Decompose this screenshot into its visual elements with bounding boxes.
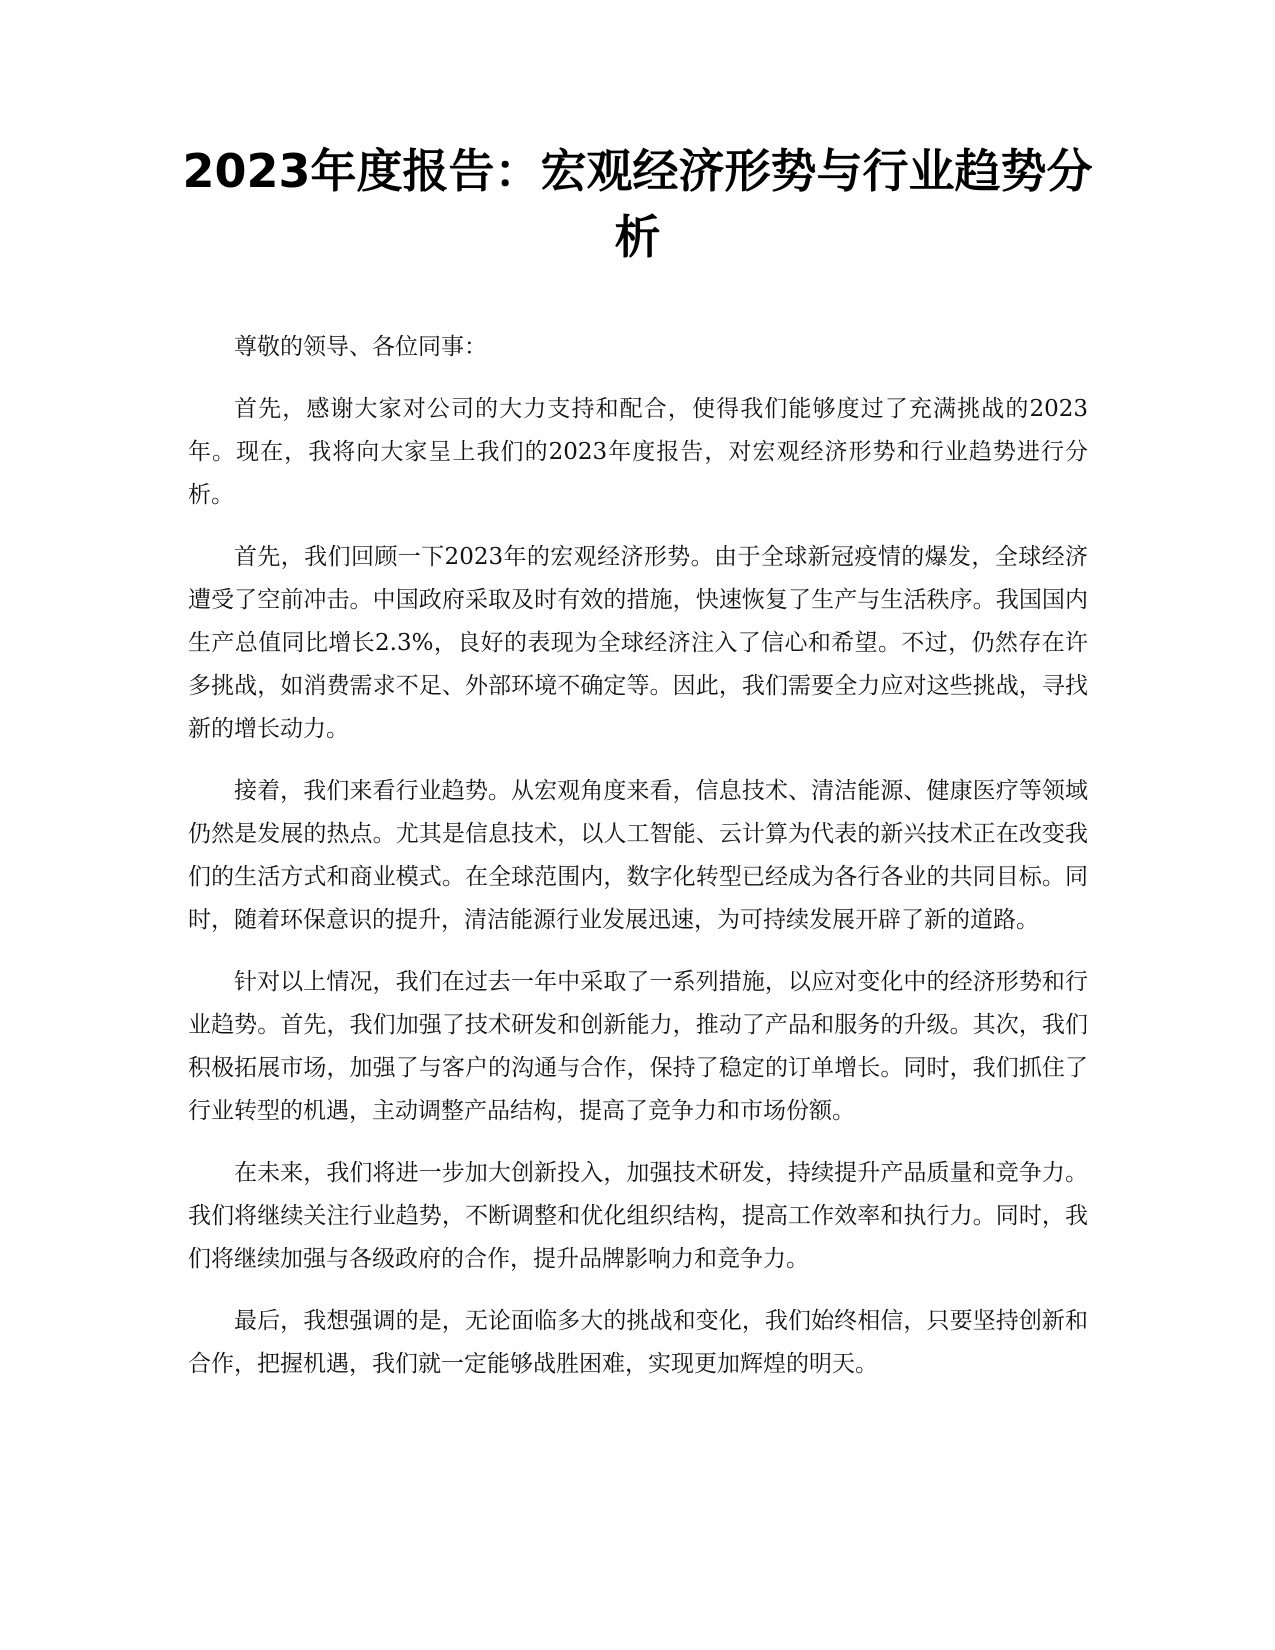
measures-paragraph: 针对以上情况，我们在过去一年中采取了一系列措施，以应对变化中的经济形势和行业趋势。首先，我们加强了技术研发和创新能力，推动了产品和服务的升级。其次，我们积极拓展市场，加强了与客户的沟通与合作，保持了稳定的订单增长。同时，我们抓住了行业转型的机遇，主动调整产品结构，提高了竞争力和市场份额。 (188, 969, 1088, 1124)
page-title: 2023年度报告：宏观经济形势与行业趋势分析 (182, 144, 1093, 264)
future-plans-paragraph: 在未来，我们将进一步加大创新投入，加强技术研发，持续提升产品质量和竞争力。我们将继续关注行业趋势，不断调整和优化组织结构，提高工作效率和执行力。同时，我们将继续加强与各级政府的合作，提升品牌影响力和竞争力。 (188, 1160, 1088, 1272)
macro-economy-paragraph: 首先，我们回顾一下2023年的宏观经济形势。由于全球新冠疫情的爆发，全球经济遭受了空前冲击。中国政府采取及时有效的措施，快速恢复了生产与生活秩序。我国国内生产总值同比增长2.3%，良好的表现为全球经济注入了信心和希望。不过，仍然存在许多挑战，如消费需求不足、外部环境不确定等。因此，我们需要全力应对这些挑战，寻找新的增长动力。 (188, 544, 1088, 742)
industry-trends-paragraph: 接着，我们来看行业趋势。从宏观角度来看，信息技术、清洁能源、健康医疗等领域仍然是发展的热点。尤其是信息技术，以人工智能、云计算为代表的新兴技术正在改变我们的生活方式和商业模式。在全球范围内，数字化转型已经成为各行各业的共同目标。同时，随着环保意识的提升，清洁能源行业发展迅速，为可持续发展开辟了新的道路。 (188, 778, 1088, 933)
salutation-paragraph: 尊敬的领导、各位同事： (234, 334, 487, 360)
conclusion-paragraph: 最后，我想强调的是，无论面临多大的挑战和变化，我们始终相信，只要坚持创新和合作，把握机遇，我们就一定能够战胜困难，实现更加辉煌的明天。 (188, 1308, 1088, 1377)
intro-paragraph: 首先，感谢大家对公司的大力支持和配合，使得我们能够度过了充满挑战的2023年。现在，我将向大家呈上我们的2023年度报告，对宏观经济形势和行业趋势进行分析。 (188, 396, 1088, 508)
document-body (188, 326, 1088, 1405)
